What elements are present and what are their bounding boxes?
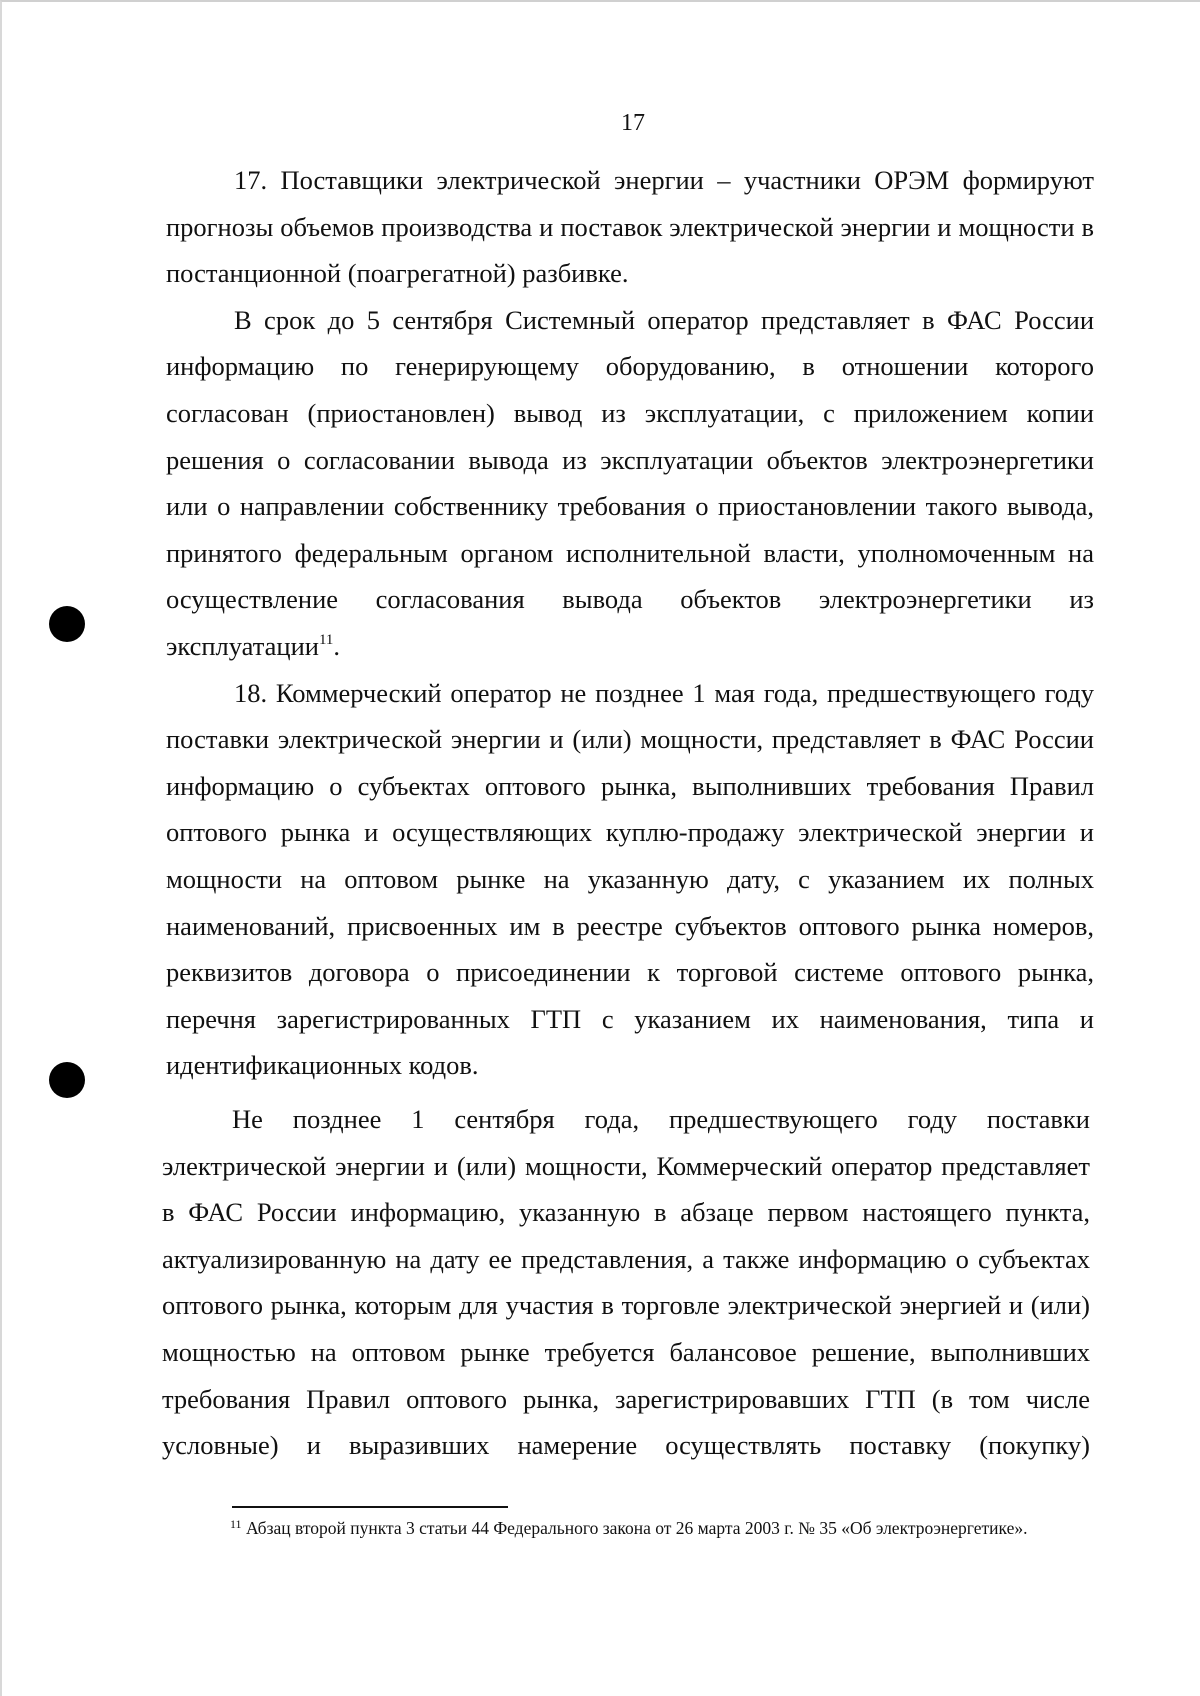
page-number: 17 xyxy=(621,110,645,136)
footnote-text: Абзац второй пункта 3 статьи 44 Федерального закона от 26 марта 2003 г. № 35 «Об электроэнергетике». xyxy=(241,1518,1028,1538)
paragraph-text: 17. Поставщики электрической энергии – участники ОРЭМ формируют прогнозы объемов производства и поставок электрической энергии и мощности в постанционной (поагрегатной) разбивке. xyxy=(166,165,1094,289)
footnote-separator xyxy=(232,1506,508,1508)
main-text-lower xyxy=(162,1096,1090,1469)
footnote xyxy=(160,1517,1090,1540)
paragraph-text: 18. Коммерческий оператор не позднее 1 мая года, предшествующего году поставки электрической энергии и (или) мощности, представляет в ФАС России информацию о субъектах оптового рынка, выполнивших требования Правил оптового рынка и осуществляющих куплю-продажу электрической энергии и мощности на оптовом рынке на указанную дату, с указанием их полных наименований, присвоенных им в реестре субъектов оптового рынка номеров, реквизитов договора о присоединении к торговой системе оптового рынка, перечня зарегистрированных ГТП с указанием их наименования, типа и идентификационных кодов. xyxy=(166,677,1094,1081)
footnote-number: 11 xyxy=(230,1517,242,1531)
punch-hole-mark xyxy=(49,606,85,642)
paragraph-text: Не позднее 1 сентября года, предшествующего году поставки электрической энергии и (или) мощности, Коммерческий оператор представляет в ФАС России информацию, указанную в абзаце первом настоящего пункта, актуализированную на дату ее представления, а также информацию о субъектах оптового рынка, которым для участия в торговле электрической энергией и (или) мощностью на оптовом рынке требуется балансовое решение, выполнивших требования Правил оптового рынка, зарегистрировавших ГТП (в том числе условные) и выразивших намерение осуществлять поставку (покупку) xyxy=(162,1104,1090,1461)
main-text-upper xyxy=(166,157,1094,1089)
paragraph-17 xyxy=(166,157,1094,297)
paragraph-deadline-september-5 xyxy=(166,297,1094,670)
paragraph-deadline-september-1 xyxy=(162,1096,1090,1469)
paragraph-18 xyxy=(166,670,1094,1089)
punch-hole-mark xyxy=(49,1062,85,1098)
paragraph-tail: . xyxy=(333,630,341,661)
paragraph-text: В срок до 5 сентября Системный оператор представляет в ФАС России информацию по генерирующему оборудованию, в отношении которого согласован (приостановлен) вывод из эксплуатации, с приложением копии решения о согласовании вывода из эксплуатации объектов электроэнергетики или о направлении собственнику требования о приостановлении такого вывода, принятого федеральным органом исполнительной власти, уполномоченным на осуществление согласования вывода объектов электроэнергетики из эксплуатации xyxy=(166,304,1094,661)
footnote-reference[interactable]: 11 xyxy=(318,631,334,648)
